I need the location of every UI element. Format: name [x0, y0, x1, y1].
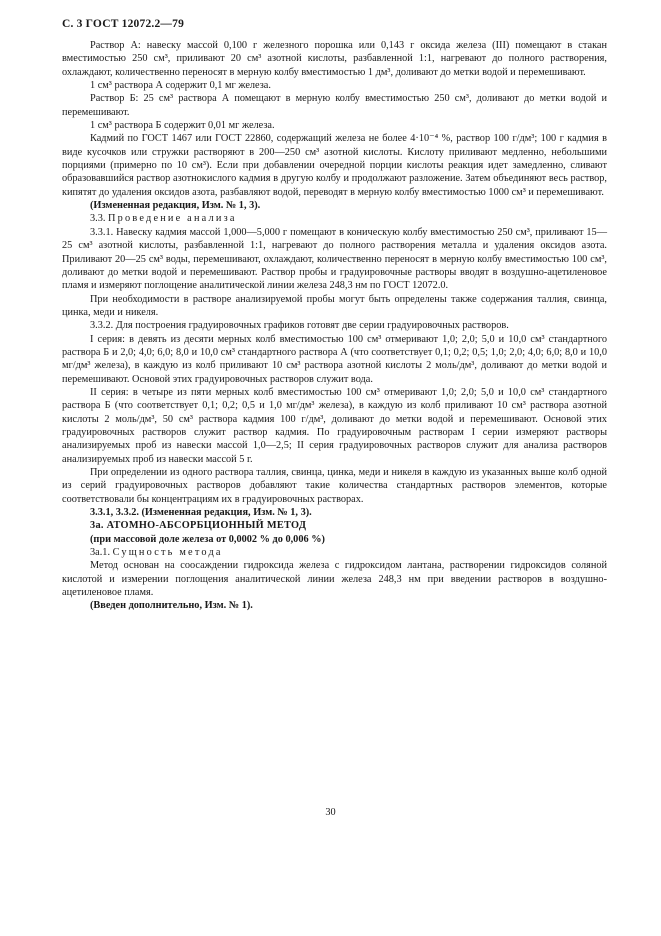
paragraph-multi-element: При определении из одного раствора таллия, свинца, цинка, меди и никеля в каждую из указанных выше колб одной из серий градуировочных растворов добавляют такие количества стандартных растворов элементов, которые соответствовали бы концентрациям их в градуировочных растворах. — [62, 467, 607, 505]
paragraph-solution-b-content: 1 см³ раствора Б содержит 0,01 мг железа. — [90, 120, 275, 132]
paragraph-cadmium: Кадмий по ГОСТ 1467 или ГОСТ 22860, содержащий железа не более 4·10⁻⁴ %, раствор 100 г/дм³; 100 г кадмия в виде кусочков или стружки растворяют в 200—250 см³ азотной кислоты. Кислоту приливают медленно, небольшими порциями (примерно по 10 см³). Если при добавлении очередной порции кислоты реакция идет замедленно, сливают образовавшийся раствор азотнокислого кадмия в другую колбу и продолжают разложение. Затем объединяют весь раствор, кипятят до удаления оксидов азота, разбавляют водой, переводят в мерную колбу вместимостью 1000 см³ и перемешивают. — [62, 133, 607, 198]
section-title: 3а. АТОМНО-АБСОРБЦИОННЫЙ МЕТОД — [90, 520, 307, 532]
paragraph-method-essence: Метод основан на соосаждении гидроксида железа с гидроксидом лантана, растворении гидроксидов соляной кислотой и измерении поглощения аналитической линии железа 248,3 нм при введении растворов в воздушно-ацетиленовое пламя. — [62, 560, 607, 599]
paragraph-solution-b: Раствор Б: 25 см³ раствора А помещают в мерную колбу вместимостью 250 см³, доливают до метки водой и перемешивают. — [62, 93, 607, 118]
subsection-heading-3-3: 3.3. Проведение анализа — [90, 213, 237, 225]
amendment-note-2: 3.3.1, 3.3.2. (Измененная редакция, Изм. № 1, 3). — [90, 507, 312, 519]
subsection-heading-3a-1: 3а.1. Сущность метода — [90, 547, 223, 559]
paragraph-additional-elements: При необходимости в растворе анализируемой пробы могут быть определены также содержания таллия, свинца, цинка, меди и никеля. — [62, 293, 607, 318]
paragraph-solution-a: Раствор А: навеску массой 0,100 г железного порошка или 0,143 г оксида железа (III) помещают в стакан вместимостью 250 см³, приливают 20 см³ азотной кислоты, разбавленной 1:1, нагревают до полного растворения, охлаждают, количественно переносят в мерную колбу вместимостью 1 дм³, доливают до метки водой и перемешивают. — [62, 40, 607, 78]
paragraph-series-1: I серия: в девять из десяти мерных колб вместимостью 100 см³ отмеривают 1,0; 2,0; 5,0 и 10,0 см³ стандартного раствора Б и 2,0; 4,0; 6,0; 8,0 и 10,0 см³ стандартного раствора А (что соответствует 0,1; 0,2; 0,5; 1,0; 2,0; 4,0; 6,0; 8,0 и 10,0 мг/дм³ железа), в каждую из колб приливают 10 см³ раствора азотной кислоты 2 моль/дм³, доливают до метки водой и перемешивают. Основой этих градуировочных растворов служит вода. — [62, 333, 607, 385]
subsection-heading-3a-1-text: Сущность метода — [112, 547, 223, 559]
document-body — [62, 39, 607, 613]
amendment-note-3: (Введен дополнительно, Изм. № 1). — [90, 600, 253, 612]
paragraph-series-2: II серия: в четыре из пяти мерных колб вместимостью 100 см³ отмеривают 1,0; 2,0; 5,0 и 10,0 см³ стандартного раствора Б (что соответствует 0,1; 0,2; 0,5 и 1,0 мг/дм³ железа), в каждую из колб приливают 10 см³ раствора азотной кислоты 2 моль/дм³, 50 см³ раствора кадмия 100 г/дм³, доливают до метки водой и перемешивают. Основой этих градуировочных растворов служит раствор кадмия. По градуировочным растворам I серии измеряют растворы анализируемых проб из навески массой 1,0—2,5; II серия градуировочных растворов служит для анализа растворов анализируемых проб из навески массой 5 г. — [62, 386, 607, 465]
subsection-heading-3-3-text: Проведение анализа — [108, 213, 237, 225]
section-subtitle: (при массовой доле железа от 0,0002 % до 0,006 %) — [90, 533, 325, 545]
paragraph-solution-a-content: 1 см³ раствора А содержит 0,1 мг железа. — [90, 80, 271, 92]
paragraph-3-3-1: 3.3.1. Навеску кадмия массой 1,000—5,000 г помещают в коническую колбу вместимостью 250 см³, приливают 15—25 см³ азотной кислоты, разбавленной 1:1, нагревают до полного растворения металла и удаления оксидов азота. Приливают 20—25 см³ воды, перемешивают, охлаждают, количественно переносят в мерную колбу вместимостью 100 см³, доливают до метки водой и перемешивают. Раствор пробы и градуировочные растворы вводят в воздушно-ацетиленовое пламя и измеряют поглощение аналитической линии железа 248,3 нм по ГОСТ 12072.0. — [62, 226, 607, 292]
page-number: 30 — [325, 807, 336, 818]
amendment-note-1: (Измененная редакция, Изм. № 1, 3). — [90, 200, 261, 212]
page-header: С. 3 ГОСТ 12072.2—79 — [62, 18, 185, 30]
paragraph-3-3-2: 3.3.2. Для построения градуировочных графиков готовят две серии градуировочных растворов. — [90, 320, 509, 332]
